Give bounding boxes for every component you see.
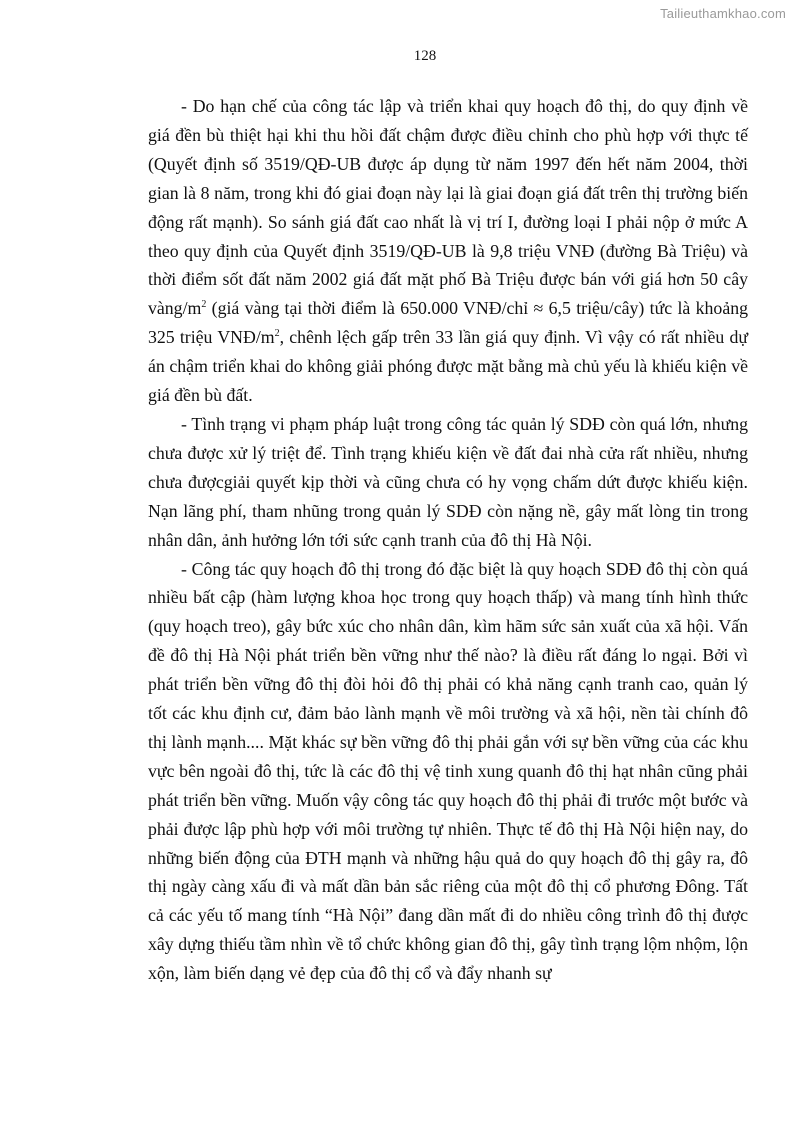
paragraph-text-part: (giá vàng tại thời điểm là 650.000 VNĐ/chỉ ≈ 6,5 triệu/cây) tức là khoảng 325 triệu VNĐ/m xyxy=(148,298,748,348)
superscript-square: 2 xyxy=(201,299,207,311)
document-body xyxy=(148,92,748,988)
paragraph-land-compensation xyxy=(148,92,748,410)
paragraph-text-part: - Do hạn chế của công tác lập và triển khai quy hoạch đô thị, do quy định về giá đền bù thiệt hại khi thu hồi đất chậm được điều chỉnh cho phù hợp với thực tế (Quyết định số 3519/QĐ-UB được áp dụng từ năm 1997 đến hết năm 2004, thời gian là 8 năm, trong khi đó giai đoạn này lại là giai đoạn giá đất trên thị trường biến động rất mạnh). So sánh giá đất cao nhất là vị trí I, đường loại I phải nộp ở mức A theo quy định của Quyết định 3519/QĐ-UB là 9,8 triệu VNĐ (đường Bà Triệu) và thời điểm sốt đất năm 2002 giá đất mặt phố Bà Triệu được bán với giá hơn 50 cây vàng/m xyxy=(148,96,748,319)
page-number: 128 xyxy=(413,48,437,64)
paragraph-urban-planning: - Công tác quy hoạch đô thị trong đó đặc biệt là quy hoạch SDĐ đô thị còn quá nhiều bất cập (hàm lượng khoa học trong quy hoạch thấp) và mang tính hình thức (quy hoạch treo), gây bức xúc cho nhân dân, kìm hãm sức sản xuất của xã hội. Vấn đề đô thị Hà Nội phát triển bền vững như thế nào? là điều rất đáng lo ngại. Bởi vì phát triển bền vững đô thị đòi hỏi đô thị phải có khả năng cạnh tranh cao, quản lý tốt các khu định cư, đảm bảo lành mạnh về môi trường và xã hội, nền tài chính đô thị lành mạnh.... Mặt khác sự bền vững đô thị phải gắn với sự bền vững của các khu vực bên ngoài đô thị, tức là các đô thị vệ tinh xung quanh đô thị hạt nhân cũng phải phát triển bền vững. Muốn vậy công tác quy hoạch đô thị phải đi trước một bước và phải được lập phù hợp với môi trường tự nhiên. Thực tế đô thị Hà Nội hiện nay, do những biến động của ĐTH mạnh và những hậu quả do quy hoạch đô thị gây ra, đô thị ngày càng xấu đi và mất dần bản sắc riêng của một đô thị cổ phương Đông. Tất cả các yếu tố mang tính “Hà Nội” đang dần mất đi do nhiều công trình đô thị được xây dựng thiếu tầm nhìn về tổ chức không gian đô thị, gây tình trạng lộm nhộm, lộn xộn, làm biến dạng vẻ đẹp của đô thị cổ và đẩy nhanh sự xyxy=(148,558,748,984)
watermark-text: Tailieuthamkhao.com xyxy=(660,6,786,21)
paragraph-text-part: , chênh lệch gấp trên 33 lần giá quy định. Vì vậy có rất nhiều dự án chậm triển khai do không giải phóng được mặt bằng mà chủ yếu là khiếu kiện về giá đền bù đất. xyxy=(148,327,748,406)
paragraph-law-violation: - Tình trạng vi phạm pháp luật trong công tác quản lý SDĐ còn quá lớn, nhưng chưa được xử lý triệt để. Tình trạng khiếu kiện về đất đai nhà cửa rất nhiều, nhưng chưa đượcgiải quyết kịp thời và cũng chưa có hy vọng chấm dứt được khiếu kiện. Nạn lãng phí, tham nhũng trong quản lý SDĐ còn nặng nề, gây mất lòng tin trong nhân dân, ảnh hưởng lớn tới sức cạnh tranh của đô thị Hà Nội. xyxy=(148,413,748,550)
superscript-square: 2 xyxy=(274,328,280,340)
